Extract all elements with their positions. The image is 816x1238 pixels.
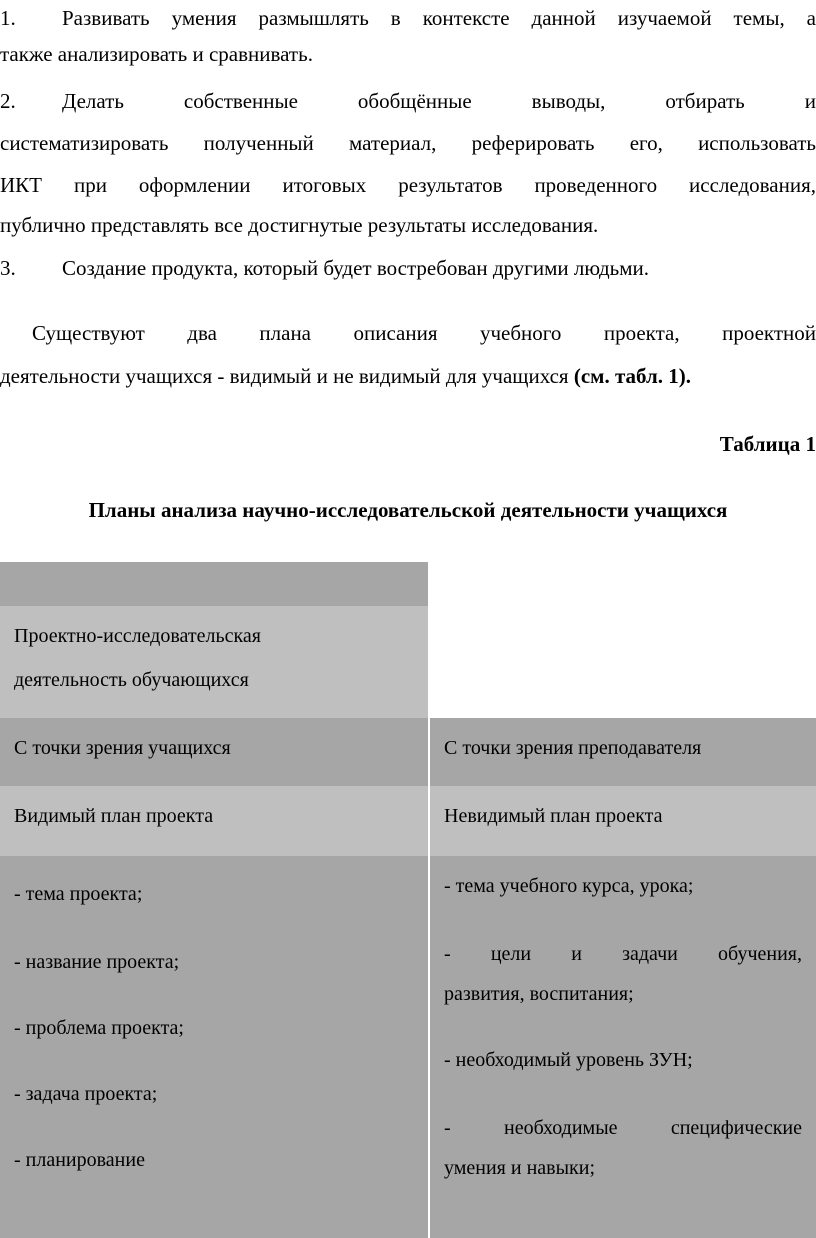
table-reference: (см. табл. 1). [573, 364, 692, 388]
list-item: - тема учебного курса, урока; [444, 875, 694, 897]
table-title: Планы анализа научно-исследовательской деятельности учащихся [88, 498, 728, 522]
list-item-1-line-1: 1. Развивать умения размышлять в контексте данной изучаемой темы, а [0, 6, 816, 30]
list-item-2-line-4: публично представлять все достигнутые результаты исследования. [0, 213, 599, 237]
list-item: - название проекта; [14, 951, 180, 973]
list-item: - необходимые специфические [444, 1117, 802, 1139]
table-header-band [0, 562, 428, 606]
list-item-1-line-2: также анализировать и сравнивать. [0, 42, 313, 66]
table-header-cell [0, 606, 428, 718]
list-item: - необходимый уровень ЗУН; [444, 1049, 693, 1071]
table-cell-visible-items [0, 856, 428, 1238]
paragraph-line-1: Существуют два плана описания учебного проекта, проектной [32, 321, 816, 345]
list-item: - проблема проекта; [14, 1017, 184, 1039]
list-item-2-line-3: ИКТ при оформлении итоговых результатов проведенного исследования, [0, 173, 816, 197]
list-item-3: 3. Создание продукта, который будет востребован другими людьми. [0, 256, 650, 280]
table-cell-invisible-plan: Невидимый план проекта [430, 786, 816, 856]
list-item: - задача проекта; [14, 1083, 158, 1105]
list-item-continuation: развития, воспитания; [444, 983, 634, 1005]
list-item: - тема проекта; [14, 883, 143, 905]
table-header-line-2: деятельность обучающихся [14, 669, 249, 691]
table-cell-students-view: С точки зрения учащихся [0, 718, 428, 786]
list-item-continuation: умения и навыки; [444, 1157, 596, 1179]
list-item-2-line-1: 2. Делать собственные обобщённые выводы, отбирать и [0, 89, 816, 113]
table-header-line-1: Проектно-исследовательская [14, 625, 261, 647]
list-item-2-line-2: систематизировать полученный материал, реферировать его, использовать [0, 131, 816, 155]
table-cell-visible-plan: Видимый план проекта [0, 786, 428, 856]
list-item: - планирование [14, 1149, 145, 1171]
table-cell-invisible-items [430, 856, 816, 1238]
paragraph-line-2: деятельности учащихся - видимый и не видимый для учащихся (см. табл. 1). [0, 364, 692, 388]
list-item: - цели и задачи обучения, [444, 943, 802, 965]
table-label: Таблица 1 [719, 432, 816, 456]
table-cell-teacher-view: С точки зрения преподавателя [430, 718, 816, 786]
